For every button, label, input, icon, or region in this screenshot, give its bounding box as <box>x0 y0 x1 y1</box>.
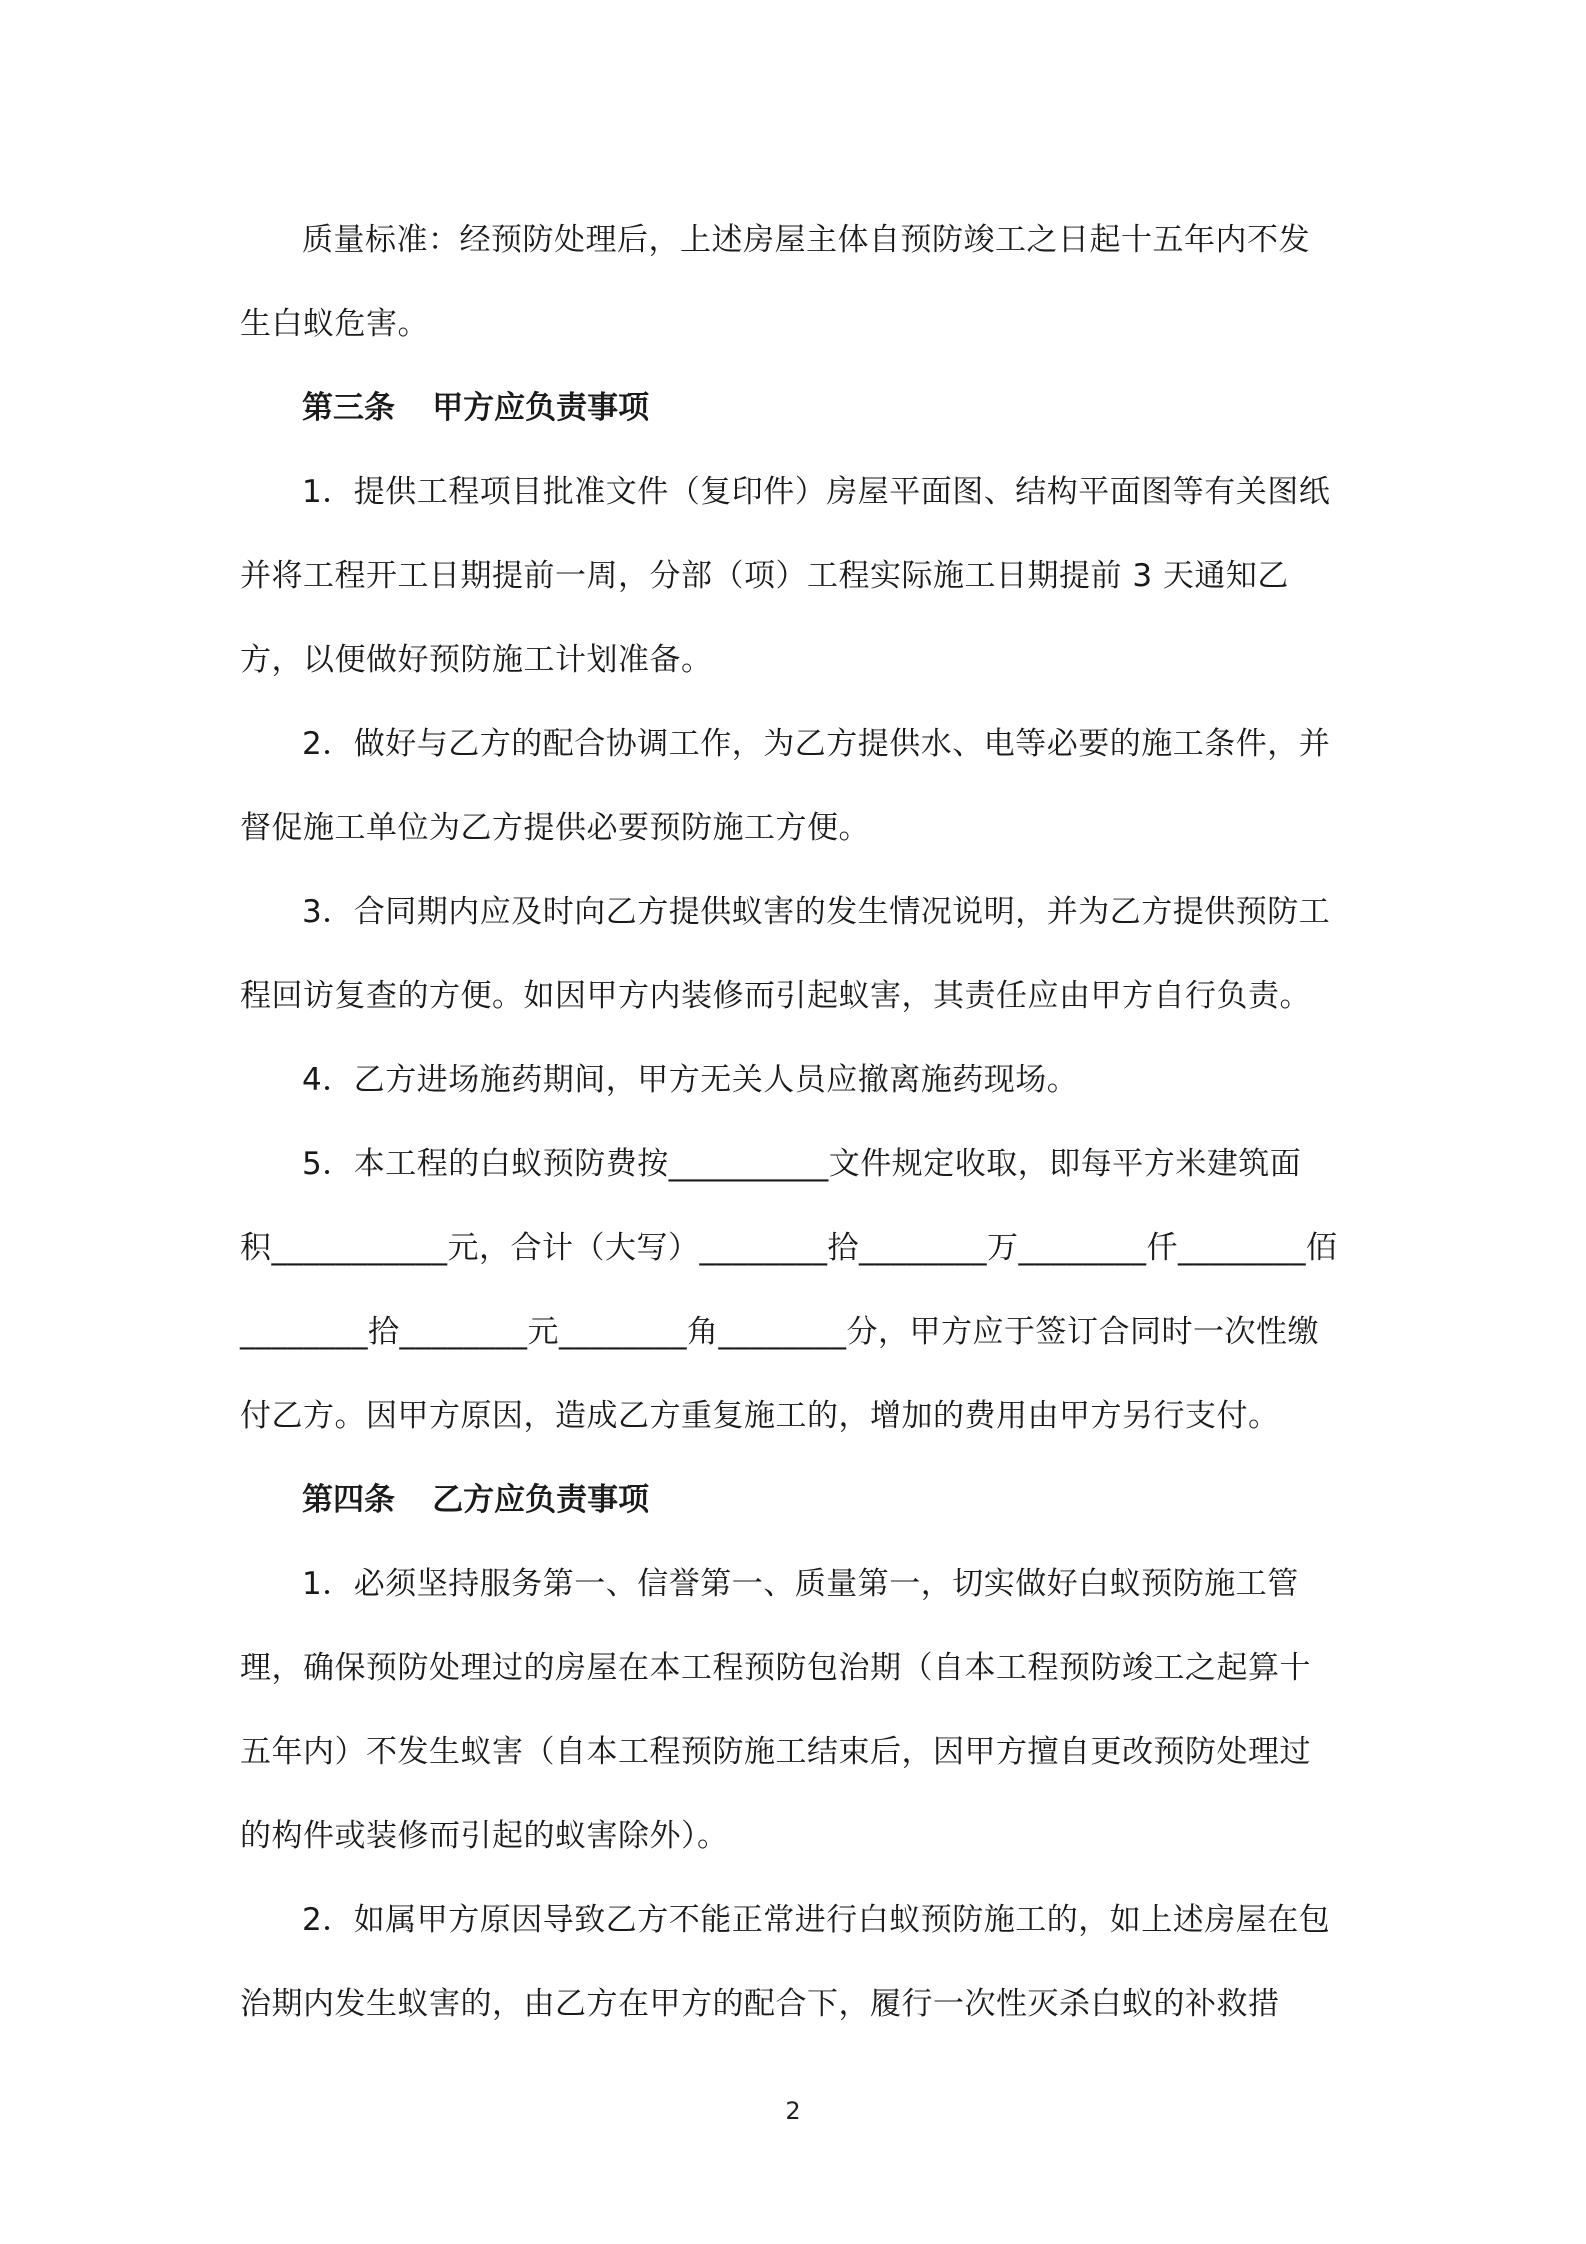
text-line: 方，以便做好预防施工计划准备。 <box>240 642 713 678</box>
quality-standard-paragraph <box>240 198 1350 366</box>
article-title: 甲方应负责事项 <box>432 390 650 426</box>
text-line: 五年内）不发生蚁害（自本工程预防施工结束后，因甲方擅自更改预防处理过 <box>240 1734 1311 1770</box>
article-number: 第四条 <box>302 1482 395 1518</box>
page-number: 2 <box>785 2097 801 2125</box>
text-line: 的构件或装修而引起的蚁害除外）。 <box>240 1818 729 1854</box>
text-line: 生白蚁危害。 <box>240 306 429 342</box>
article-three-heading <box>240 366 1350 450</box>
text-line: 付乙方。因甲方原因，造成乙方重复施工的，增加的费用由甲方另行支付。 <box>240 1398 1280 1434</box>
text-line: ________拾________元________角________分，甲方应于签订合同时一次性缴 <box>240 1314 1319 1350</box>
document-body <box>240 198 1350 2046</box>
clause-paragraph <box>240 450 1350 702</box>
text-line: 并将工程开工日期提前一周，分部（项）工程实际施工日期提前 3 天通知乙 <box>240 558 1289 594</box>
text-line: 程回访复查的方便。如因甲方内装修而引起蚁害，其责任应由甲方自行负责。 <box>240 978 1311 1014</box>
text-line: 1．提供工程项目批准文件（复印件）房屋平面图、结构平面图等有关图纸 <box>302 474 1331 510</box>
clause-paragraph <box>240 1542 1350 1878</box>
clause-paragraph <box>240 1122 1350 1458</box>
text-line: 2．如属甲方原因导致乙方不能正常进行白蚁预防施工的，如上述房屋在包 <box>302 1902 1331 1938</box>
article-number: 第三条 <box>302 390 395 426</box>
clause-paragraph <box>240 702 1350 870</box>
clause-paragraph <box>240 870 1350 1038</box>
clause-paragraph <box>240 1038 1350 1122</box>
article-title: 乙方应负责事项 <box>432 1482 650 1518</box>
text-line: 治期内发生蚁害的，由乙方在甲方的配合下，履行一次性灭杀白蚁的补救措 <box>240 1986 1280 2022</box>
text-line: 1．必须坚持服务第一、信誉第一、质量第一，切实做好白蚁预防施工管 <box>302 1566 1299 1602</box>
text-line: 督促施工单位为乙方提供必要预防施工方便。 <box>240 810 870 846</box>
text-line: 4．乙方进场施药期间，甲方无关人员应撤离施药现场。 <box>302 1062 1079 1098</box>
text-line: 5．本工程的白蚁预防费按__________文件规定收取，即每平方米建筑面 <box>302 1146 1302 1182</box>
text-line: 2．做好与乙方的配合协调工作，为乙方提供水、电等必要的施工条件，并 <box>302 726 1331 762</box>
article-four-heading <box>240 1458 1350 1542</box>
text-line: 3．合同期内应及时向乙方提供蚁害的发生情况说明，并为乙方提供预防工 <box>302 894 1331 930</box>
clause-paragraph <box>240 1878 1350 2046</box>
text-line: 理，确保预防处理过的房屋在本工程预防包治期（自本工程预防竣工之起算十 <box>240 1650 1311 1686</box>
text-line: 积___________元，合计（大写）________拾________万________仟________佰 <box>240 1230 1338 1266</box>
text-line: 质量标准：经预防处理后，上述房屋主体自预防竣工之日起十五年内不发 <box>302 222 1310 258</box>
